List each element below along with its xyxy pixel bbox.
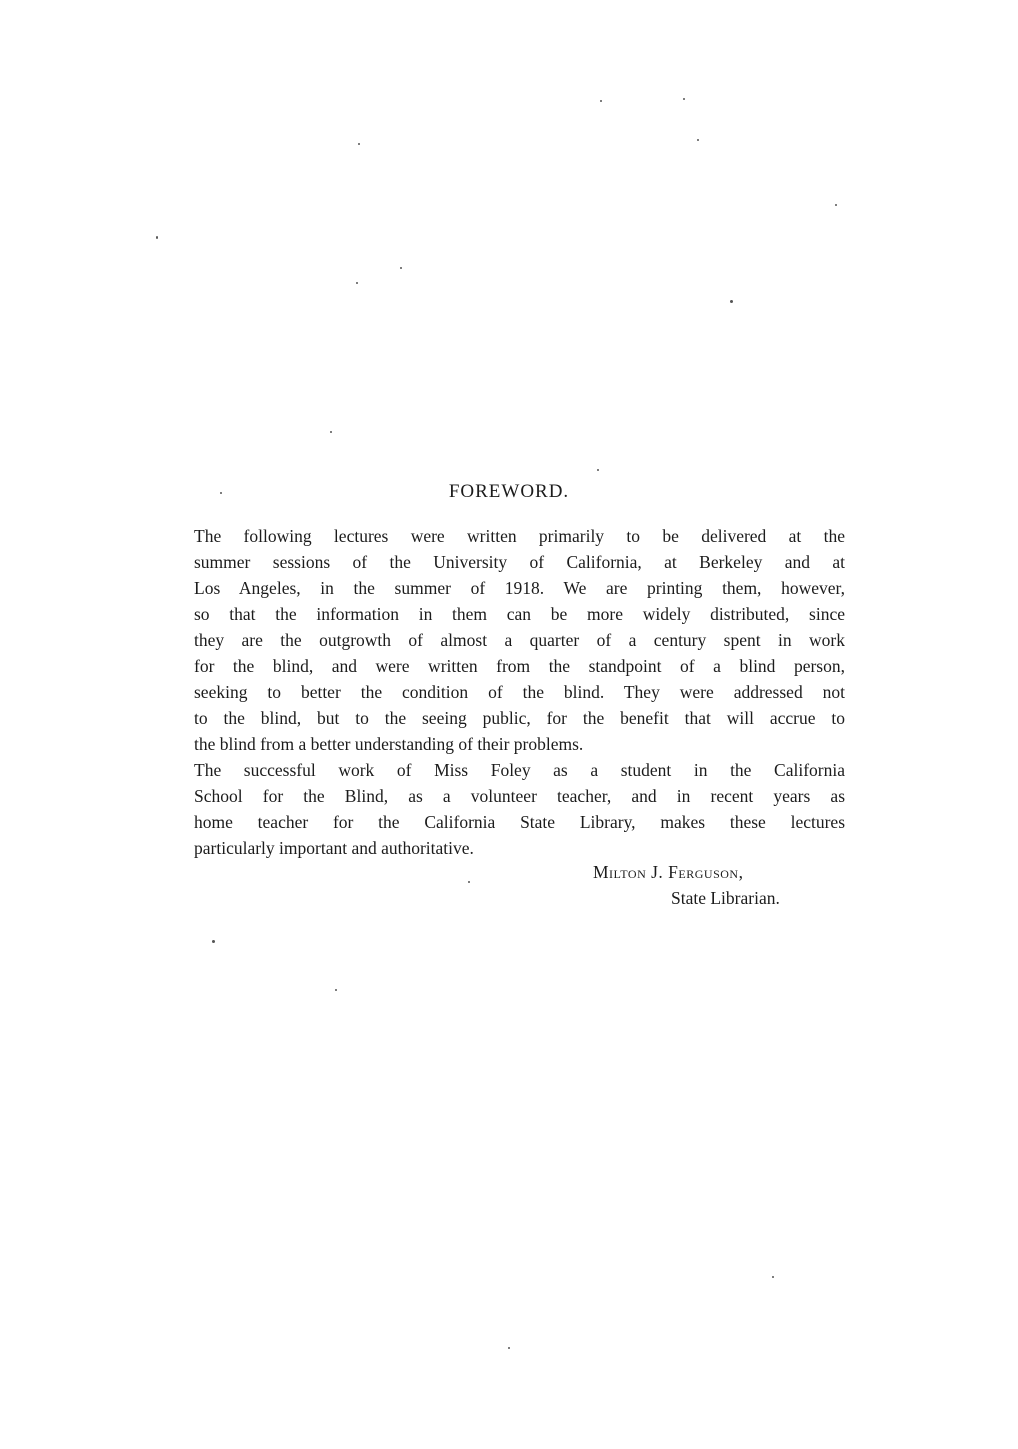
scan-speck <box>835 204 837 206</box>
scan-speck <box>697 139 699 141</box>
signature-title: State Librarian. <box>671 888 780 908</box>
text-line: School for the Blind, as a volunteer teacher, and in recent years as <box>194 786 845 806</box>
scan-speck <box>597 469 599 471</box>
text-line: Los Angeles, in the summer of 1918. We are printing them, however, <box>194 578 845 598</box>
text-line: home teacher for the California State Library, makes these lectures <box>194 812 845 832</box>
signature-name: Milton J. Ferguson, <box>593 862 744 882</box>
signature-block <box>593 859 780 911</box>
scan-speck <box>508 1347 510 1349</box>
text-line: The following lectures were written primarily to be delivered at the <box>194 526 845 546</box>
scan-speck <box>356 282 358 284</box>
text-line: particularly important and authoritative. <box>194 838 474 858</box>
scan-speck <box>730 300 733 303</box>
scan-speck <box>330 431 332 433</box>
text-line: for the blind, and were written from the standpoint of a blind person, <box>194 656 845 676</box>
foreword-body <box>172 523 845 861</box>
text-line: summer sessions of the University of California, at Berkeley and at <box>194 552 845 572</box>
page-title: FOREWORD. <box>448 481 570 502</box>
scan-speck <box>772 1276 774 1278</box>
text-line: so that the information in them can be more widely distributed, since <box>194 604 845 624</box>
scan-speck <box>212 940 215 943</box>
paragraph-1 <box>172 523 845 757</box>
scan-speck <box>358 143 360 145</box>
scan-speck <box>335 989 337 991</box>
scan-speck <box>468 881 470 883</box>
scan-speck <box>683 98 685 100</box>
text-line: to the blind, but to the seeing public, for the benefit that will accrue to <box>194 708 845 728</box>
text-line: they are the outgrowth of almost a quarter of a century spent in work <box>194 630 845 650</box>
scan-speck <box>600 100 602 102</box>
scan-speck <box>400 267 402 269</box>
paragraph-2 <box>172 757 845 861</box>
text-line: the blind from a better understanding of their problems. <box>194 734 584 754</box>
scan-speck <box>156 236 158 239</box>
text-line: seeking to better the condition of the blind. They were addressed not <box>194 682 845 702</box>
text-line: The successful work of Miss Foley as a student in the California <box>194 760 845 780</box>
